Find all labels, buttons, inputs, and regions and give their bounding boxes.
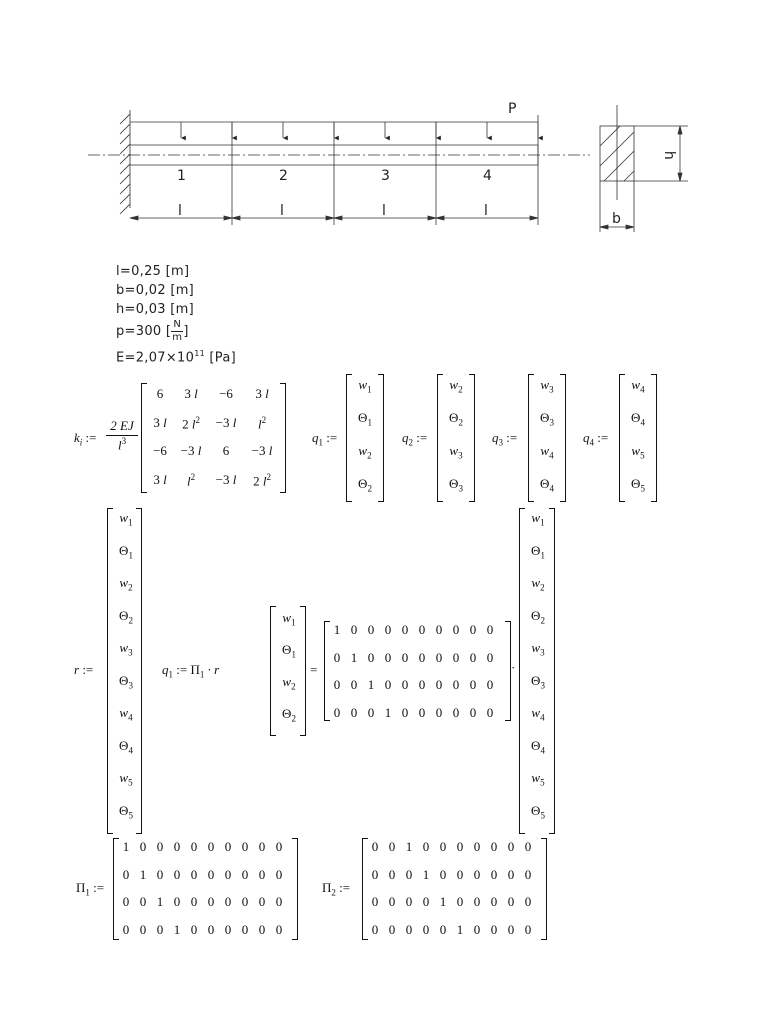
pi-expanded-cell: 0: [469, 622, 477, 637]
q1-projection-equation: $q_1$ := $\Pi_1 \cdot r$: [162, 662, 220, 680]
pi-expanded-cell: 0: [401, 622, 409, 637]
pi-expanded-cell: 1: [350, 649, 358, 665]
pi1-cell: 1: [156, 894, 164, 909]
pi1-cell: 0: [275, 894, 283, 909]
given-l: l=0,25 [m]: [116, 264, 190, 279]
q3-entry: $\Theta_3$: [540, 410, 554, 428]
q2-entry: $w_3$: [449, 443, 463, 461]
ki-matrix-cell: −3 l: [215, 472, 237, 487]
pi-expanded-cell: 0: [384, 622, 392, 637]
pi1-cell: 0: [258, 894, 266, 909]
ki-coefficient: 2 EJ $l^3$: [106, 418, 138, 453]
pi2-cell: 0: [371, 866, 379, 882]
distributed-load-arrows: [181, 115, 538, 138]
pi2-cell: 0: [405, 866, 413, 882]
pi2-cell: 0: [439, 839, 447, 854]
pi-expanded-cell: 0: [469, 704, 477, 720]
pi1-cell: 0: [190, 866, 198, 882]
pi1-cell: 0: [190, 839, 198, 854]
pi2-cell: 1: [439, 894, 447, 909]
pi2-cell: 0: [456, 839, 464, 854]
pi-expanded-cell: 0: [452, 704, 460, 720]
pi-expanded-cell: 0: [486, 649, 494, 665]
r-expanded-entry: $\Theta_2$: [531, 607, 545, 626]
pi1-cell: 0: [275, 839, 283, 854]
q4-entry: $w_4$: [631, 377, 645, 395]
element-label-1: 1: [177, 168, 187, 184]
pi-expanded-cell: 0: [367, 704, 375, 720]
pi1-cell: 0: [275, 866, 283, 882]
r-expanded-entry: $\Theta_3$: [531, 672, 545, 691]
pi-expanded-cell: 0: [333, 649, 341, 665]
pi2-cell: 0: [439, 866, 447, 882]
pi-expanded-cell: 0: [384, 649, 392, 665]
pi1-left-bracket: [113, 838, 119, 940]
q3-entry: $\Theta_4$: [540, 476, 554, 494]
q4-label: $q_4$ :=: [583, 430, 609, 448]
pi1-cell: 0: [156, 921, 164, 937]
pi2-cell: 0: [439, 921, 447, 937]
pi-expanded-cell: 0: [401, 704, 409, 720]
pi1-cell: 0: [207, 839, 215, 854]
r-entry: $\Theta_3$: [119, 672, 133, 691]
pi2-cell: 0: [456, 866, 464, 882]
pi-expanded-cell: 0: [401, 649, 409, 665]
pi2-right-bracket: [541, 838, 547, 940]
pi-expanded-cell: 1: [384, 704, 392, 720]
pi2-cell: 0: [371, 839, 379, 854]
q1-right-bracket: [378, 374, 384, 502]
ki-matrix-cell: −6: [153, 443, 167, 458]
q2-right-bracket: [469, 374, 475, 502]
r-expanded-entry: $w_1$: [531, 510, 545, 528]
pi-expanded-cell: 0: [469, 677, 477, 692]
pi2-cell: 0: [473, 839, 481, 854]
q4-entry: $\Theta_4$: [631, 410, 645, 428]
pi1-cell: 0: [207, 894, 215, 909]
length-label-4: l: [484, 203, 489, 219]
load-label: P: [508, 101, 517, 117]
pi-expanded-cell: 1: [333, 622, 341, 637]
q2-entry: $\Theta_3$: [449, 476, 463, 494]
pi1-cell: 0: [139, 894, 147, 909]
pi2-cell: 0: [388, 839, 396, 854]
r-entry: $\Theta_4$: [119, 737, 133, 756]
pi2-cell: 0: [388, 894, 396, 909]
q1-label: $q_1$ :=: [312, 430, 338, 448]
ki-matrix-cell: 2 $l^2$: [182, 415, 200, 432]
pi2-cell: 0: [473, 921, 481, 937]
pi-expanded-cell: 0: [435, 649, 443, 665]
pi1-cell: 1: [139, 866, 147, 882]
pi2-cell: 0: [490, 839, 498, 854]
pi2-cell: 0: [371, 921, 379, 937]
ki-matrix-cell: $l^2$: [257, 415, 267, 432]
pi2-cell: 0: [490, 921, 498, 937]
pi-expanded-cell: 0: [367, 622, 375, 637]
pi2-cell: 0: [490, 866, 498, 882]
pi2-cell: 0: [456, 894, 464, 909]
pi-expand-left-bracket: [324, 621, 330, 721]
ki-matrix-cell: −3 l: [180, 443, 202, 458]
pi2-cell: 0: [507, 866, 515, 882]
pi2-label: $\Pi_2$ :=: [322, 880, 351, 898]
length-label-1: l: [178, 203, 183, 219]
pi1-cell: 0: [190, 894, 198, 909]
q1-entry: $w_1$: [358, 377, 372, 395]
given-h: h=0,03 [m]: [116, 302, 195, 317]
q1-entry: $\Theta_1$: [358, 410, 372, 428]
given-p: p=300 [ $\frac{N}{m}$ ]: [116, 319, 189, 343]
length-label-3: l: [382, 203, 387, 219]
pi2-cell: 0: [473, 866, 481, 882]
q3-label: $q_3$ :=: [492, 430, 518, 448]
q1-expanded-entry: $w_2$: [282, 674, 296, 692]
ki-matrix-cell: 2 $l^2$: [253, 472, 271, 489]
pi2-cell: 0: [524, 894, 532, 909]
pi1-cell: 0: [241, 921, 249, 937]
pi1-cell: 0: [139, 921, 147, 937]
pi-expanded-cell: 0: [435, 622, 443, 637]
q1-expanded-entry: $\Theta_1$: [282, 642, 296, 660]
q4-right-bracket: [651, 374, 657, 502]
pi2-cell: 0: [507, 839, 515, 854]
pi2-cell: 0: [473, 894, 481, 909]
pi1-cell: 0: [122, 921, 130, 937]
pi1-cell: 0: [207, 921, 215, 937]
r-expanded-entry: $w_4$: [531, 705, 545, 723]
pi1-cell: 1: [122, 839, 130, 854]
ki-matrix-cell: −3 l: [251, 443, 273, 458]
pi-expanded-cell: 0: [452, 677, 460, 692]
pi-expanded-cell: 0: [350, 704, 358, 720]
pi-expanded-cell: 0: [418, 704, 426, 720]
r-entry: $\Theta_2$: [119, 607, 133, 626]
pi2-cell: 0: [388, 921, 396, 937]
q2-entry: $\Theta_2$: [449, 410, 463, 428]
pi1-cell: 0: [156, 866, 164, 882]
pi-expanded-cell: 1: [367, 677, 375, 692]
r-entry: $\Theta_1$: [119, 542, 133, 561]
pi1-cell: 0: [275, 921, 283, 937]
pi1-cell: 0: [190, 921, 198, 937]
pi2-cell: 0: [422, 921, 430, 937]
pi1-cell: 0: [224, 894, 232, 909]
pi2-cell: 0: [388, 866, 396, 882]
pi1-cell: 0: [224, 921, 232, 937]
ki-matrix-cell: $l^2$: [186, 472, 196, 489]
pi2-left-bracket: [362, 838, 368, 940]
ki-matrix-cell: 3 l: [153, 472, 167, 487]
pi2-cell: 1: [422, 866, 430, 882]
r-label: r :=: [74, 662, 94, 677]
q4-entry: $\Theta_5$: [631, 476, 645, 494]
q2-entry: $w_2$: [449, 377, 463, 395]
pi-expanded-cell: 0: [333, 704, 341, 720]
pi1-right-bracket: [292, 838, 298, 940]
pi1-cell: 0: [224, 839, 232, 854]
pi1-cell: 0: [122, 866, 130, 882]
q1-entry: $\Theta_2$: [358, 476, 372, 494]
pi-expanded-cell: 0: [367, 649, 375, 665]
r-expanded-entry: $\Theta_4$: [531, 737, 545, 756]
pi-expanded-cell: 0: [435, 677, 443, 692]
pi1-cell: 0: [173, 839, 181, 854]
pi1-cell: 0: [258, 839, 266, 854]
q1-expanded-entry: $w_1$: [282, 610, 296, 628]
pi2-cell: 1: [456, 921, 464, 937]
pi1-cell: 0: [224, 866, 232, 882]
pi-expanded-cell: 0: [418, 649, 426, 665]
r-entry: $w_2$: [119, 575, 133, 593]
pi1-cell: 0: [241, 839, 249, 854]
pi-expanded-cell: 0: [401, 677, 409, 692]
ki-matrix-cell: 3 l: [255, 386, 269, 401]
pi-expanded-cell: 0: [469, 649, 477, 665]
equals-sign: =: [310, 662, 318, 677]
ki-matrix-cell: 6: [156, 386, 164, 401]
q1-entry: $w_2$: [358, 443, 372, 461]
r-entry: $w_1$: [119, 510, 133, 528]
pi-expanded-cell: 0: [486, 622, 494, 637]
beam: [88, 122, 590, 165]
pi1-cell: 0: [207, 866, 215, 882]
pi2-cell: 0: [371, 894, 379, 909]
r-entry: $\Theta_5$: [119, 802, 133, 821]
length-label-2: l: [280, 203, 285, 219]
pi1-cell: 0: [241, 894, 249, 909]
ki-matrix-cell: 3 l: [184, 386, 198, 401]
pi1-cell: 0: [258, 921, 266, 937]
given-b: b=0,02 [m]: [116, 283, 195, 298]
given-values: [116, 262, 236, 367]
r-expanded-entry: $\Theta_1$: [531, 542, 545, 561]
pi-expanded-cell: 0: [333, 677, 341, 692]
section-width-label: b: [612, 211, 622, 227]
fixed-support: [120, 110, 130, 214]
pi1-label: $\Pi_1$ :=: [76, 880, 105, 898]
pi2-cell: 0: [507, 921, 515, 937]
q1-expanded-entry: $\Theta_2$: [282, 706, 296, 724]
r-expanded-entry: $w_2$: [531, 575, 545, 593]
pi2-cell: 0: [524, 921, 532, 937]
q3-right-bracket: [560, 374, 566, 502]
r-entry: $w_4$: [119, 705, 133, 723]
pi2-cell: 0: [490, 894, 498, 909]
pi2-cell: 0: [524, 866, 532, 882]
given-E: $E=2,07\times 10^{11}$ [Pa]: [116, 349, 236, 366]
q2-label: $q_2$ :=: [402, 430, 428, 448]
pi-expanded-cell: 0: [452, 622, 460, 637]
pi1-cell: 0: [173, 866, 181, 882]
ki-matrix-right-bracket: [280, 383, 286, 493]
pi2-cell: 0: [422, 894, 430, 909]
pi2-cell: 0: [524, 839, 532, 854]
pi2-cell: 0: [405, 921, 413, 937]
pi1-cell: 0: [122, 894, 130, 909]
pi2-cell: 1: [405, 839, 413, 854]
pi-expanded-cell: 0: [418, 677, 426, 692]
pi-expanded-cell: 0: [435, 704, 443, 720]
element-label-2: 2: [279, 168, 289, 184]
q3-entry: $w_3$: [540, 377, 554, 395]
pi-expanded-cell: 0: [350, 677, 358, 692]
dot-operator: ·: [511, 660, 516, 675]
pi-expanded-cell: 0: [486, 677, 494, 692]
q3-entry: $w_4$: [540, 443, 554, 461]
pi1-cell: 0: [139, 839, 147, 854]
pi1-cell: 0: [173, 894, 181, 909]
pi2-cell: 0: [405, 894, 413, 909]
r-expanded-entry: $\Theta_5$: [531, 802, 545, 821]
r-entry: $w_3$: [119, 640, 133, 658]
ki-matrix-cell: −3 l: [215, 415, 237, 430]
r-expanded-entry: $w_5$: [531, 770, 545, 788]
pi1-cell: 0: [258, 866, 266, 882]
pi1-cell: 0: [241, 866, 249, 882]
ki-matrix-cell: 6: [222, 443, 230, 458]
pi-expanded-cell: 0: [452, 649, 460, 665]
pi2-cell: 0: [507, 894, 515, 909]
pi-expanded-cell: 0: [350, 622, 358, 637]
element-label-3: 3: [381, 168, 391, 184]
element-label-4: 4: [483, 168, 493, 184]
r-entry: $w_5$: [119, 770, 133, 788]
pi-expanded-cell: 0: [418, 622, 426, 637]
ki-matrix-cell: 3 l: [153, 415, 167, 430]
pi1-cell: 0: [156, 839, 164, 854]
pi-expanded-cell: 0: [384, 677, 392, 692]
section-height-label: h: [661, 150, 678, 161]
r-expanded-entry: $w_3$: [531, 640, 545, 658]
pi2-cell: 0: [422, 839, 430, 854]
ki-label: $k_i$ :=: [74, 430, 97, 448]
pi-expanded-cell: 0: [486, 704, 494, 720]
ki-matrix-cell: −6: [219, 386, 233, 401]
q4-entry: $w_5$: [631, 443, 645, 461]
pi1-cell: 1: [173, 921, 181, 937]
